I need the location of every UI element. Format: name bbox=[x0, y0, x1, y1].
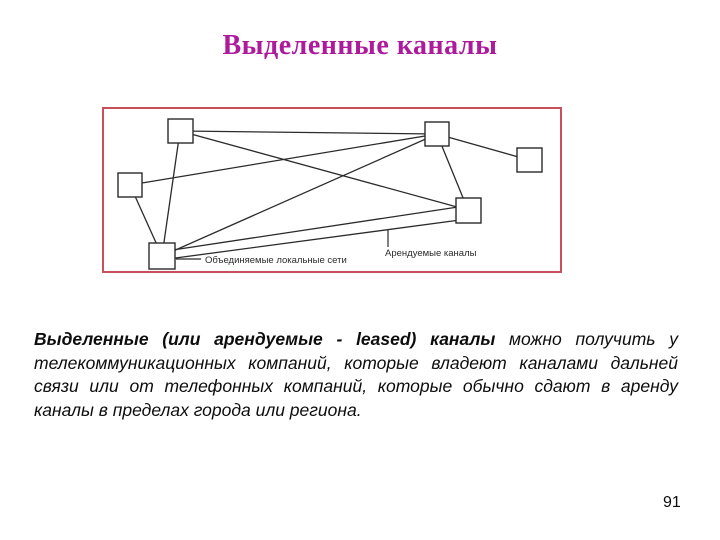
channel-bottomleft-topright bbox=[162, 134, 437, 256]
body-line-2: телекоммуникационных компаний, которые владеют каналами дальней bbox=[34, 352, 678, 373]
lan-node-bottom-left bbox=[149, 243, 175, 269]
body-line-4: каналы в пределах города или региона. bbox=[34, 399, 362, 420]
lan-node-far-right bbox=[517, 148, 542, 172]
channel-bottomleft-midright-upper bbox=[166, 207, 458, 251]
page-number: 91 bbox=[663, 494, 681, 511]
channel-topright-farright bbox=[437, 134, 529, 160]
lan-node-mid-left bbox=[118, 173, 142, 197]
lan-node-top-left bbox=[168, 119, 193, 143]
network-diagram bbox=[102, 107, 562, 273]
lan-node-top-right bbox=[425, 122, 449, 146]
diagram-label-lans: Объединяемые локальные сети bbox=[205, 255, 347, 266]
body-line-1-rest: можно получить у bbox=[509, 329, 678, 349]
lan-node-mid-right bbox=[456, 198, 481, 223]
body-line-1 bbox=[34, 328, 678, 352]
channel-topleft-topright bbox=[180, 131, 437, 134]
body-line-3: связи или от телефонных компаний, которые обычно сдают в аренду bbox=[34, 376, 678, 396]
slide-title: Выделенные каналы bbox=[222, 30, 498, 61]
body-line-1-bold: Выделенные (или арендуемые - leased) каналы bbox=[34, 329, 496, 349]
channel-topleft-bottomleft bbox=[162, 131, 180, 256]
body-paragraph bbox=[34, 328, 678, 422]
network-diagram-canvas bbox=[102, 107, 562, 273]
diagram-label-leased: Арендуемые каналы bbox=[385, 248, 477, 259]
